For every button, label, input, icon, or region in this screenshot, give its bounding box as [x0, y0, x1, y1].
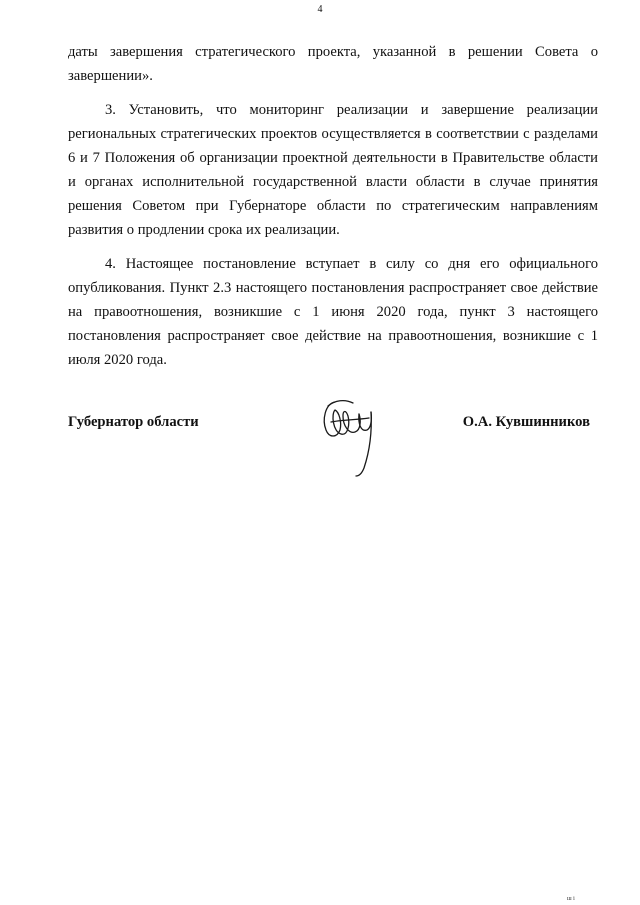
page-number: 4: [317, 4, 323, 15]
handwritten-signature-icon: [321, 396, 379, 478]
continuation-paragraph: даты завершения стратегического проекта, указанной в решении Совета о завершении».: [68, 44, 598, 84]
signer-title: Губернатор области: [68, 414, 199, 430]
paragraph-item-3: 3. Установить, что мониторинг реализации и завершение реализации региональных стратегических проектов осуществляется в соответствии с разделами 6 и 7 Положения об организации проектной деятельности в Правительстве области и органах исполнительной государственной власти области в случае принятия решения Советом при Губернаторе области по стратегическим направлениям развития о продлении срока их реализации.: [68, 102, 598, 238]
footer-mark: ш і: [567, 896, 575, 902]
signer-name: О.А. Кувшинников: [462, 414, 590, 430]
signature-block: [68, 410, 590, 480]
paragraph-item-4: 4. Настоящее постановление вступает в силу со дня его официального опубликования. Пункт 2.3 настоящего постановления распространяет свое действие на правоотношения, возникшие с 1 июня 2020 года, пункт 3 настоящего постановления распространяет свое действие на правоотношения, возникшие с 1 июля 2020 года.: [68, 256, 598, 368]
document-body: [68, 40, 598, 372]
